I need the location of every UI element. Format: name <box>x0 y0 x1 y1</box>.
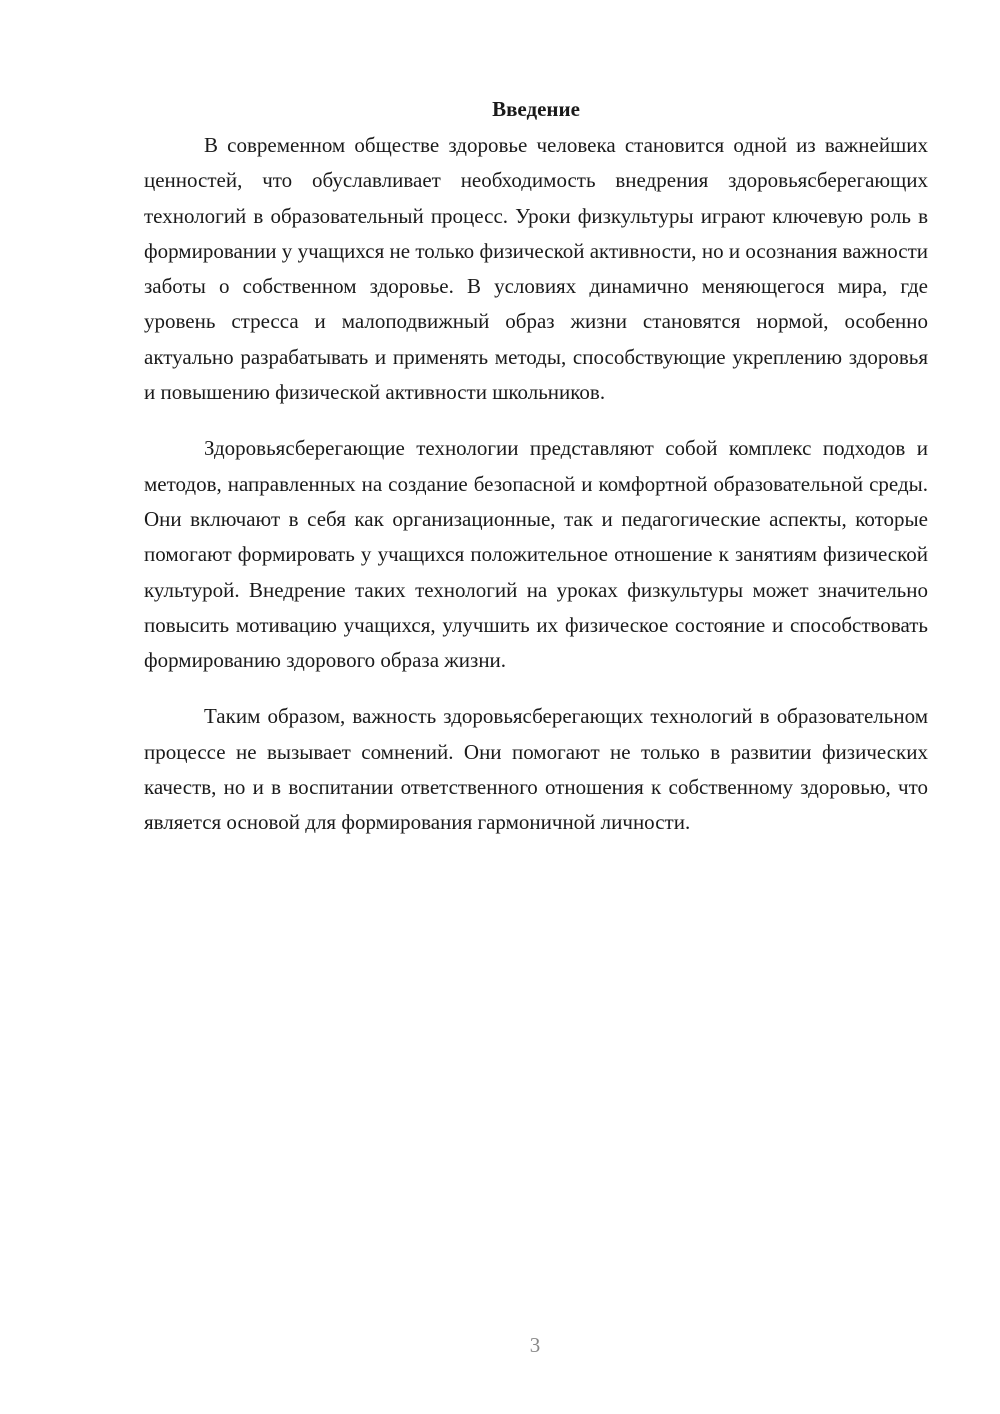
paragraph-1: В современном обществе здоровье человека становится одной из важнейших ценностей, что обуславливает необходимость внедрения здоровьясберегающих технологий в образовательный процесс. Уроки физкультуры играют ключевую роль в формировании у учащихся не только физической активности, но и осознания важности заботы о собственном здоровье. В условиях динамично меняющегося мира, где уровень стресса и малоподвижный образ жизни становятся нормой, особенно актуально разрабатывать и применять методы, способствующие укреплению здоровья и повышению физической активности школьников. <box>144 133 928 405</box>
section-title: Введение <box>492 97 580 121</box>
paragraph-2: Здоровьясберегающие технологии представляют собой комплекс подходов и методов, направленных на создание безопасной и комфортной образовательной среды. Они включают в себя как организационные, так и педагогические аспекты, которые помогают формировать у учащихся положительное отношение к занятиям физической культурой. Внедрение таких технологий на уроках физкультуры может значительно повысить мотивацию учащихся, улучшить их физическое состояние и способствовать формированию здорового образа жизни. <box>144 436 928 673</box>
paragraph-3: Таким образом, важность здоровьясберегающих технологий в образовательном процессе не вызывает сомнений. Они помогают не только в развитии физических качеств, но и в воспитании ответственного отношения к собственному здоровью, что является основой для формирования гармоничной личности. <box>144 704 928 835</box>
document-body <box>144 92 928 862</box>
page-number: 3 <box>529 1333 541 1357</box>
